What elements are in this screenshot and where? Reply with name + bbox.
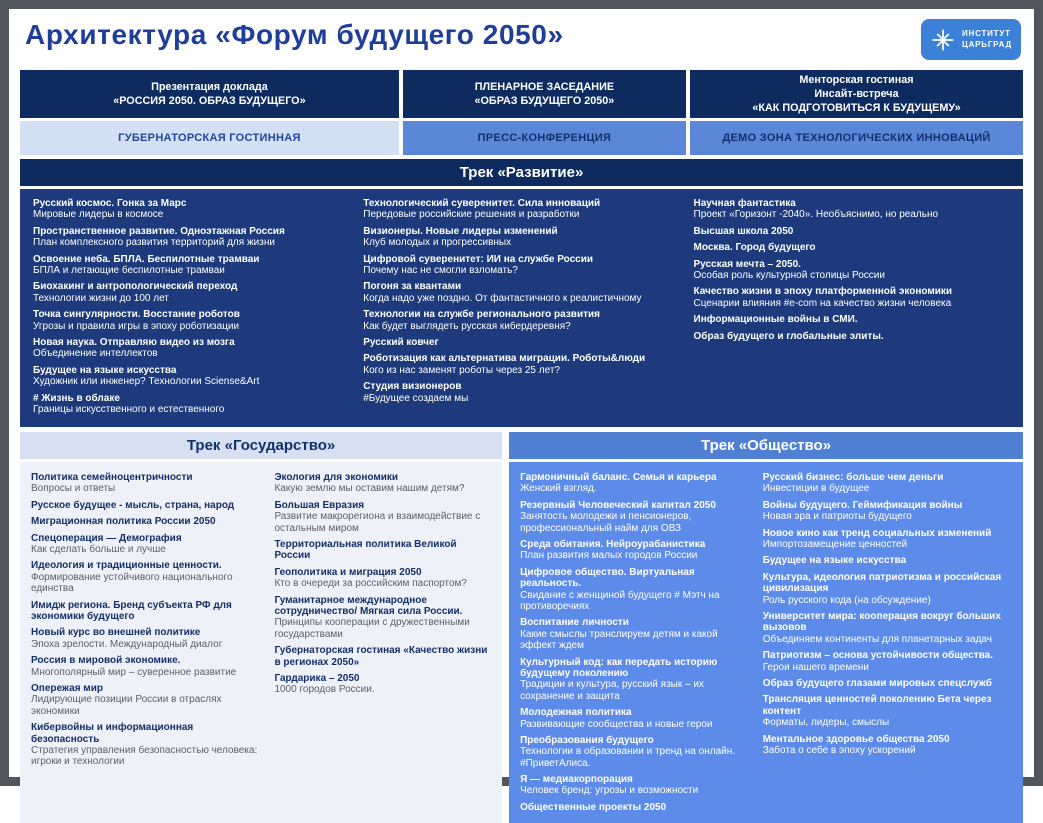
agenda-item (763, 572, 1012, 606)
agenda-item (31, 472, 258, 495)
agenda-item-title: Биохакинг и антропологический переход (33, 281, 238, 293)
agenda-item-subtitle: Новая эра и патриоты будущего (762, 511, 912, 523)
agenda-item-title: Преобразования будущего (520, 734, 654, 746)
agenda-item (274, 673, 491, 696)
agenda-item-subtitle: Свидание с женщиной будущего # Мэтч на противоречиях (520, 589, 720, 612)
track-society (509, 432, 1023, 823)
agenda-item-subtitle: Кого из нас заменят роботы через 25 лет? (363, 364, 560, 376)
event-box-governor-lounge: ГУБЕРНАТОРСКАЯ ГОСТИННАЯ (20, 121, 399, 155)
track-state-column-2 (274, 472, 491, 768)
agenda-item-subtitle: Объединяем континенты для планетарных задач (762, 633, 992, 645)
track-society-body (509, 462, 1023, 823)
agenda-item (33, 365, 343, 388)
agenda-item-subtitle: Развитие макрорегиона и взаимодействие с остальным миром (274, 511, 481, 534)
agenda-item (694, 242, 1010, 253)
agenda-item-title: Технологический суверенитет. Сила инноваций (363, 198, 601, 210)
agenda-item (763, 694, 1012, 728)
agenda-item (274, 472, 491, 495)
event-box-press-conference: ПРЕСС-КОНФЕРЕНЦИЯ (403, 121, 686, 155)
agenda-item-subtitle: Традиции и культура, русский язык – их сохранение и защита (520, 679, 704, 702)
agenda-item-subtitle: Когда надо уже поздно. От фантастичного к реалистичному (363, 292, 642, 304)
agenda-item-title: Геополитика и миграция 2050 (274, 566, 422, 578)
agenda-item-title: Цифровое общество. Виртуальная реальность. (520, 566, 695, 590)
agenda-item (763, 528, 1012, 551)
agenda-item-title: Будущее на языке искусства (33, 364, 177, 376)
agenda-item (33, 309, 343, 332)
agenda-item-subtitle: БПЛА и летающие беспилотные трамваи (33, 265, 225, 277)
agenda-item (363, 353, 673, 376)
agenda-item (763, 734, 1012, 757)
agenda-item-title: Погоня за квантами (363, 281, 462, 293)
event-box-line: Инсайт-встреча (814, 88, 899, 101)
agenda-item-title: Образ будущего глазами мировых спецслужб (762, 677, 992, 689)
agenda-item-title: Общественные проекты 2050 (520, 801, 667, 813)
agenda-item-subtitle: Объединение интеллектов (33, 348, 158, 360)
track-state-header: Трек «Государство» (20, 432, 502, 459)
agenda-item-title: Студия визионеров (363, 381, 462, 393)
agenda-item (763, 678, 1012, 689)
agenda-item-title: Цифровой суверенитет: ИИ на службе России (363, 253, 594, 265)
institute-logo-text (962, 29, 1012, 50)
agenda-item-subtitle: Передовые российские решения и разработки (363, 209, 580, 221)
agenda-item (694, 226, 1010, 237)
agenda-item (274, 567, 491, 590)
agenda-item-title: Среда обитания. Нейроурабанистика (520, 539, 706, 551)
event-box-plenary-session (403, 70, 686, 118)
agenda-item-title: Культурный код: как передать историю будущему поколению (520, 656, 718, 679)
page-header (25, 19, 1021, 60)
agenda-item-title: # Жизнь в облаке (33, 392, 120, 404)
agenda-item (363, 254, 673, 277)
agenda-item-title: Гардарика – 2050 (274, 672, 360, 684)
agenda-item-title: Кибервойны и информационная безопасность (31, 722, 194, 745)
event-box-line: ПЛЕНАРНОЕ ЗАСЕДАНИЕ (474, 81, 615, 94)
agenda-item-title: Качество жизни в эпоху платформенной экономики (693, 286, 953, 298)
agenda-item-subtitle: Эпоха зрелости. Международный диалог (31, 638, 223, 650)
agenda-item (363, 281, 673, 304)
agenda-item-subtitle: Границы искусственного и естественного (33, 403, 225, 415)
tsargrad-emblem-icon (930, 27, 956, 53)
track-state (20, 432, 502, 823)
agenda-item-subtitle: Женский взгляд. (520, 483, 597, 495)
agenda-item-title: Большая Евразия (274, 499, 365, 511)
agenda-item (31, 627, 258, 650)
agenda-item-title: Университет мира: кооперация вокруг больших вызовов (762, 611, 1001, 634)
event-box-line: Презентация доклада (151, 81, 268, 94)
agenda-item (363, 337, 673, 348)
agenda-item-title: Освоение неба. БПЛА. Беспилотные трамваи (33, 253, 260, 265)
track-state-column-1 (31, 472, 258, 768)
agenda-item-title: Гармоничный баланс. Семья и карьера (520, 472, 717, 484)
agenda-item-subtitle: #Будущее создаем мы (363, 392, 469, 404)
agenda-item-title: Резервный Человеческий капитал 2050 (520, 499, 716, 511)
track-development-body (20, 189, 1023, 427)
agenda-item (274, 500, 491, 534)
institute-logo-line2: ЦАРЬГРАД (961, 39, 1012, 49)
agenda-item (520, 774, 747, 797)
agenda-item-title: Воспитание личности (520, 617, 629, 629)
agenda-item (694, 198, 1010, 221)
agenda-item (33, 281, 343, 304)
agenda-item (363, 381, 673, 404)
agenda-item-title: Политика семейноцентричности (31, 472, 193, 484)
bottom-tracks (20, 432, 1023, 823)
agenda-item-subtitle: Лидирующие позиции России в отраслях экономики (31, 694, 222, 717)
agenda-item (520, 567, 747, 613)
agenda-item-subtitle: Инвестиции в будущее (762, 483, 870, 495)
agenda-item-subtitle: Занятость молодежи и пенсионеров, профессиональный найм для ОВЗ (520, 511, 692, 534)
agenda-item (520, 657, 747, 703)
agenda-item-title: Русский космос. Гонка за Марс (33, 198, 187, 210)
agenda-item-title: Молодежная политика (520, 707, 632, 719)
event-box-demo-zone: ДЕМО ЗОНА ТЕХНОЛОГИЧЕСКИХ ИННОВАЦИЙ (690, 121, 1023, 155)
agenda-item (31, 722, 258, 768)
agenda-item (31, 600, 258, 623)
agenda-item (520, 735, 747, 769)
track-development-column-2 (363, 198, 673, 418)
agenda-item-subtitle: Роль русского кода (на обсуждение) (762, 594, 931, 606)
agenda-item-subtitle: Угрозы и правила игры в эпоху роботизации (33, 320, 240, 332)
agenda-item-title: Патриотизм – основа устойчивости общества. (762, 650, 993, 662)
agenda-item (31, 655, 258, 678)
agenda-item-title: Визионеры. Новые лидеры изменений (363, 225, 558, 237)
agenda-item-title: Русский ковчег (363, 337, 439, 348)
agenda-item-subtitle: Развивающие сообщества и новые герои (520, 718, 713, 730)
agenda-item-title: Технологии на службе регионального развития (363, 309, 600, 321)
agenda-item-title: Русский бизнес: больше чем деньги (762, 472, 944, 484)
agenda-item (33, 226, 343, 249)
second-events-row (20, 121, 1023, 155)
agenda-item-title: Спецоперация — Демография (31, 532, 182, 544)
agenda-item-title: Высшая школа 2050 (693, 225, 794, 237)
agenda-item-subtitle: Технологии жизни до 100 лет (33, 292, 169, 304)
agenda-item (763, 500, 1012, 523)
agenda-item-subtitle: План комплексного развития территорий для жизни (33, 237, 275, 249)
agenda-item (274, 595, 491, 641)
agenda-item-title: Новый курс во внешней политике (31, 627, 201, 639)
agenda-item (694, 331, 1010, 342)
agenda-item (520, 617, 747, 651)
agenda-item-subtitle: Мировые лидеры в космосе (33, 209, 164, 221)
agenda-item-subtitle: Принципы кооперации с дружественными государствами (274, 617, 470, 640)
agenda-item-title: Образ будущего и глобальные элиты. (693, 330, 884, 342)
agenda-item-subtitle: Проект «Горизонт -2040». Необъяснимо, но реально (693, 209, 939, 221)
agenda-item-title: Идеология и традиционные ценности. (31, 560, 222, 572)
agenda-item-title: Территориальная политика Великой России (274, 539, 457, 562)
agenda-item-title: Москва. Город будущего (693, 242, 816, 254)
agenda-item (520, 539, 747, 562)
agenda-item (694, 286, 1010, 309)
agenda-item (363, 309, 673, 332)
agenda-item-title: Русская мечта – 2050. (693, 258, 801, 270)
agenda-item-title: Миграционная политика России 2050 (31, 516, 216, 528)
agenda-item-title: Культура, идеология патриотизма и российская цивилизация (762, 571, 1002, 595)
agenda-item-title: Новая наука. Отправляю видео из мозга (33, 337, 235, 348)
institute-logo (921, 19, 1021, 60)
track-society-header: Трек «Общество» (509, 432, 1023, 459)
event-box-line: Менторская гостиная (799, 74, 914, 86)
agenda-item-subtitle: Особая роль культурной столицы России (693, 270, 885, 282)
event-box-mentor-lounge (690, 70, 1023, 118)
agenda-item-subtitle: Импортозамещение ценностей (762, 539, 908, 551)
page-title: Архитектура «Форум будущего 2050» (25, 19, 564, 50)
track-development-header: Трек «Развитие» (20, 159, 1023, 186)
event-box-report-presentation (20, 70, 399, 118)
agenda-item-subtitle: Художник или инженер? Технологии Sciense&Art (33, 376, 260, 388)
agenda-item-title: Роботизация как альтернатива миграции. Роботы&люди (363, 353, 646, 365)
agenda-item (763, 555, 1012, 566)
agenda-item-title: Россия в мировой экономике. (31, 655, 181, 667)
top-events-row (20, 70, 1023, 118)
institute-logo-line1: ИНСТИТУТ (961, 29, 1011, 39)
agenda-item-subtitle: Герои нашего времени (762, 661, 869, 673)
agenda-item-subtitle: Клуб молодых и прогрессивных (363, 237, 512, 249)
agenda-item-subtitle: Сценарии влияния #e-com на качество жизни человека (693, 297, 952, 309)
agenda-item-title: Информационные войны в СМИ. (693, 314, 858, 326)
agenda-item (33, 337, 343, 360)
agenda-item-subtitle: Человек бренд: угрозы и возможности (520, 785, 699, 797)
agenda-item (763, 611, 1012, 645)
agenda-item-title: Будущее на языке искусства (762, 555, 907, 567)
agenda-item-subtitle: Кто в очереди за российским паспортом? (274, 578, 467, 590)
agenda-item-title: Губернаторская гостиная «Качество жизни в регионах 2050» (274, 645, 488, 668)
agenda-item (31, 516, 258, 527)
agenda-item-subtitle: Забота о себе в эпоху ускорений (762, 744, 916, 756)
agenda-item-subtitle: Многополярный мир – суверенное развитие (31, 666, 237, 678)
agenda-item-title: Пространственное развитие. Одноэтажная Россия (33, 225, 285, 237)
agenda-item-title: Новое кино как тренд социальных изменений (762, 527, 992, 539)
agenda-item-subtitle: Технологии в образовании и тренд на онлайн. #ПриветАлиса. (520, 746, 736, 769)
agenda-item (763, 650, 1012, 673)
agenda-item-title: Ментальное здоровье общества 2050 (762, 733, 950, 745)
agenda-item (763, 472, 1012, 495)
agenda-item-title: Точка сингулярности. Восстание роботов (33, 309, 240, 321)
agenda-item (520, 472, 747, 495)
agenda-item-subtitle: Как сделать больше и лучше (31, 544, 166, 556)
agenda-item-title: Опережая мир (31, 682, 103, 694)
event-box-line: «ОБРАЗ БУДУЩЕГО 2050» (474, 95, 615, 108)
agenda-item (274, 645, 491, 668)
track-development-column-1 (33, 198, 343, 418)
agenda-item (363, 226, 673, 249)
track-society-column-2 (763, 472, 1012, 813)
agenda-item (520, 500, 747, 534)
track-society-column-1 (520, 472, 747, 813)
agenda-item-title: Трансляция ценностей поколению Бета через контент (762, 694, 992, 717)
agenda-item (694, 259, 1010, 282)
agenda-item-subtitle: Почему нас не смогли взломать? (363, 265, 518, 277)
agenda-item-subtitle: Как будет выглядеть русская кибердеревня? (363, 320, 571, 332)
agenda-item (31, 533, 258, 556)
agenda-item-subtitle: Вопросы и ответы (31, 483, 116, 495)
agenda-item-subtitle: Форматы, лидеры, смыслы (762, 717, 890, 729)
agenda-item-title: Экология для экономики (274, 472, 399, 484)
agenda-item (33, 198, 343, 221)
agenda-item-subtitle: Какую землю мы оставим нашим детям? (274, 483, 465, 495)
track-development-column-3 (694, 198, 1010, 418)
agenda-item (33, 254, 343, 277)
agenda-item-subtitle: Какие смыслы транслируем детям и какой эффект ждем (520, 628, 718, 652)
agenda-item-subtitle: Стратегия управления безопасностью человека: игроки и технологии (31, 744, 258, 768)
agenda-item (363, 198, 673, 221)
agenda-item (274, 539, 491, 562)
agenda-item-title: Я — медиакорпорация (520, 774, 633, 786)
agenda-item-title: Научная фантастика (693, 198, 796, 210)
agenda-item-title: Имидж региона. Бренд субъекта РФ для экономики будущего (31, 599, 232, 622)
agenda-item-title: Войны будущего. Геймификация войны (762, 499, 963, 511)
agenda-item (33, 393, 343, 416)
agenda-item-title: Гуманитарное международное сотрудничество/ Мягкая сила России. (274, 594, 463, 617)
event-box-line: «КАК ПОДГОТОВИТЬСЯ К БУДУЩЕМУ» (752, 102, 961, 115)
agenda-item (31, 683, 258, 717)
event-box-line: «РОССИЯ 2050. ОБРАЗ БУДУЩЕГО» (113, 95, 306, 108)
agenda-item (520, 802, 747, 813)
agenda-item (520, 707, 747, 730)
track-state-body (20, 462, 502, 823)
agenda-item (694, 314, 1010, 325)
agenda-item (31, 500, 258, 511)
agenda-item-subtitle: План развития малых городов России (520, 550, 698, 562)
agenda-item-title: Русское будущее - мысль, страна, народ (31, 499, 235, 511)
agenda-item-subtitle: 1000 городов России. (274, 684, 375, 696)
agenda-item-subtitle: Формирование устойчивого национального единства (31, 571, 233, 595)
agenda-item (31, 560, 258, 594)
